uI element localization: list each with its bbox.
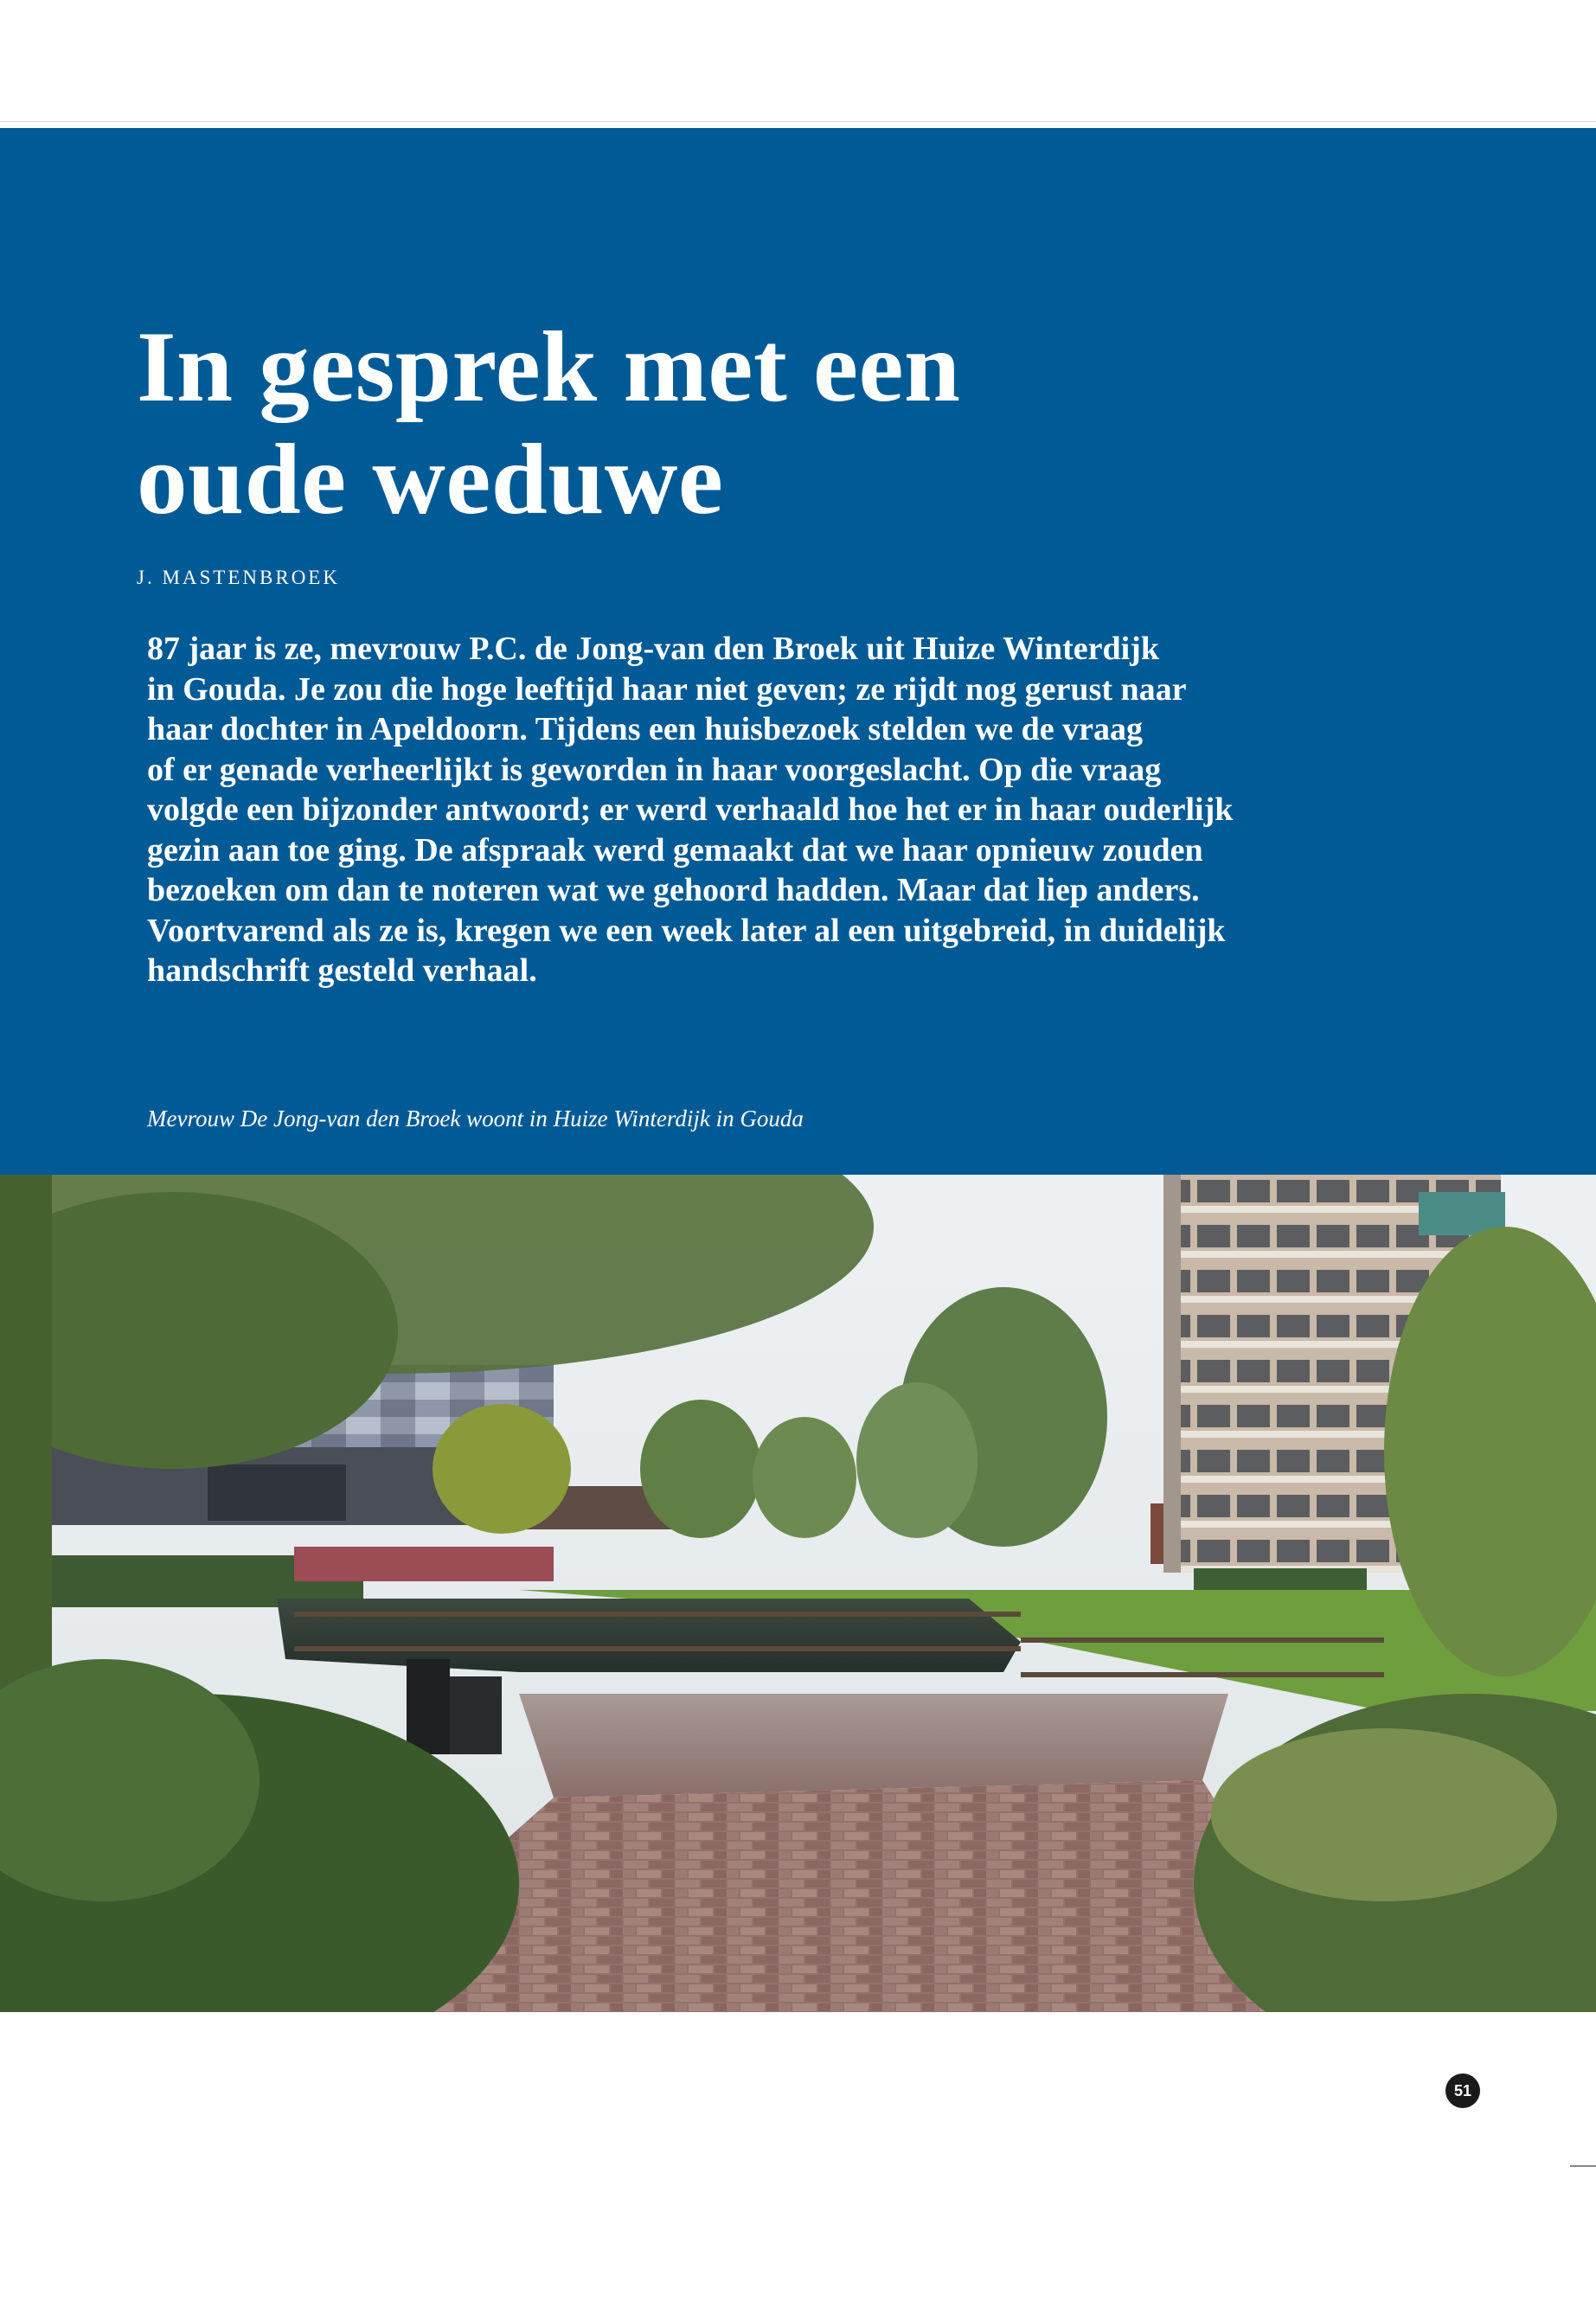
intro-line: bezoeken om dan te noteren wat we gehoord hadden. Maar dat liep anders. [147, 872, 1200, 908]
author-byline: J. MASTENBROEK [137, 567, 340, 588]
intro-line: handschrift gesteld verhaal. [147, 952, 537, 989]
page-number-badge: 51 [1445, 2073, 1480, 2108]
intro-line: volgde een bijzonder antwoord; er werd verhaald hoe het er in haar ouderlijk [147, 792, 1234, 828]
title-line-1: In gesprek met een [137, 311, 961, 423]
title-line-2: oude weduwe [137, 424, 724, 535]
intro-line: in Gouda. Je zou die hoge leeftijd haar niet geven; ze rijdt nog gerust naar [147, 670, 1187, 708]
crop-mark-top [0, 121, 1596, 122]
courtyard-photo [0, 1175, 1596, 2012]
intro-line: haar dochter in Apeldoorn. Tijdens een huisbezoek stelden we de vraag [147, 711, 1144, 747]
intro-line: 87 jaar is ze, mevrouw P.C. de Jong-van den Broek uit Huize Winterdijk [147, 631, 1159, 667]
article-title [137, 311, 1434, 536]
intro-line: of er genade verheerlijkt is geworden in haar voorgeslacht. Op die vraag [147, 751, 1162, 788]
intro-line: gezin aan toe ging. De afspraak werd gemaakt dat we haar opnieuw zouden [147, 831, 1203, 868]
intro-paragraph [147, 629, 1462, 991]
crop-mark-bottom [1570, 2165, 1596, 2167]
photo-caption: Mevrouw De Jong-van den Broek woont in Huize Winterdijk in Gouda [147, 1106, 804, 1131]
intro-line: Voortvarend als ze is, kregen we een week later al een uitgebreid, in duidelijk [147, 912, 1226, 949]
